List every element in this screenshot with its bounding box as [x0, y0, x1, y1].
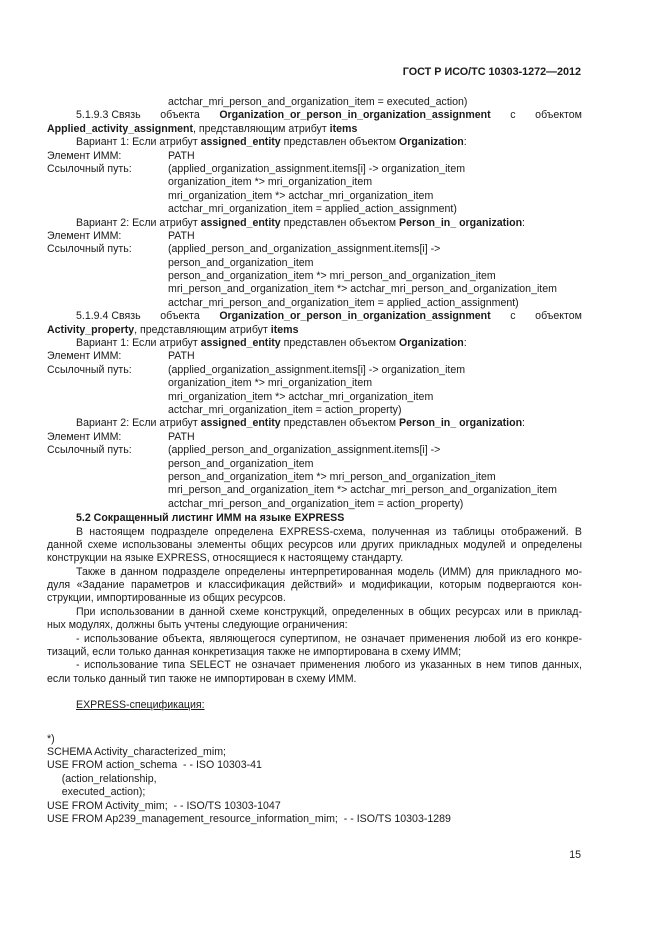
path-line: person_and_organization_item *> mri_person_and_organization_item	[168, 270, 496, 283]
element-imm-row: Элемент ИММ: PATH	[47, 350, 195, 363]
element-imm-row: Элемент ИММ: PATH	[47, 229, 195, 242]
paragraph-line: Также в данном подразделе определены интерпретированная модель (ИММ) для прикладного мо-	[76, 565, 582, 578]
clause-5-1-9-4-line1: 5.1.9.4 Связь объекта Organization_or_person_in_organization_assignment с объектом	[76, 310, 582, 323]
path-line: mri_person_and_organization_item *> actchar_mri_person_and_organization_item	[168, 283, 557, 296]
page-number: 15	[569, 849, 581, 861]
reference-path-row: Ссылочный путь: (applied_person_and_organization_assignment.items[i] ->	[47, 444, 441, 457]
path-line: person_and_organization_item	[168, 457, 314, 470]
code-line: (action_relationship,	[47, 772, 157, 785]
paragraph-line: конструкции на языке EXPRESS, относящиеся к настоящему стандарту.	[47, 552, 404, 565]
variant-1-heading: Вариант 1: Если атрибут assigned_entity представлен объектом Organization:	[76, 136, 467, 149]
code-line: executed_action);	[47, 786, 146, 799]
path-line: actchar_mri_organization_item = action_property)	[168, 403, 402, 416]
variant-2-heading: Вариант 2: Если атрибут assigned_entity представлен объектом Person_in_ organization:	[76, 216, 525, 229]
path-line: actchar_mri_person_and_organization_item = applied_action_assignment)	[168, 296, 519, 309]
clause-5-1-9-3-line2: Applied_activity_assignment, представляющим атрибут items	[47, 122, 358, 135]
element-imm-row: Элемент ИММ: PATH	[47, 149, 195, 162]
variant-1-heading: Вариант 1: Если атрибут assigned_entity представлен объектом Organization:	[76, 337, 467, 350]
mapping-path-line: actchar_mri_person_and_organization_item = executed_action)	[168, 96, 468, 108]
code-line	[47, 826, 582, 839]
paragraph-line: При использовании в данной схеме конструкций, определенных в общих ресурсах или в приклад-	[76, 605, 582, 618]
code-line: USE FROM Ap239_management_resource_information_mim; - - ISO/TS 10303-1289	[47, 812, 451, 825]
list-item-line: тизаций, если только данная конкретизация также не импортирована в схему ИММ;	[47, 646, 462, 659]
paragraph-line: В настоящем подразделе определена EXPRESS-схема, полученная из таблицы отображений. В	[76, 525, 582, 538]
path-line: actchar_mri_organization_item = applied_action_assignment)	[168, 203, 457, 216]
clause-5-1-9-3-line1: 5.1.9.3 Связь объекта Organization_or_person_in_organization_assignment с объектом	[76, 109, 582, 122]
element-imm-row: Элемент ИММ: PATH	[47, 430, 195, 443]
standard-header: ГОСТ Р ИСО/ТС 10303-1272—2012	[402, 66, 581, 78]
path-line: mri_person_and_organization_item *> actchar_mri_person_and_organization_item	[168, 484, 557, 497]
paragraph-line: данной схеме использованы элементы общих ресурсов или других прикладных модулей и определены	[47, 538, 582, 551]
section-5-2-heading: 5.2 Сокращенный листинг ИММ на языке EXPRESS	[76, 512, 345, 525]
paragraph-line: ных модулях, должны быть учтены следующие ограничения:	[47, 619, 348, 632]
paragraph-line: струкции, импортированные из общих ресурсов.	[47, 592, 286, 605]
page-content	[47, 96, 582, 840]
reference-path-row: Ссылочный путь: (applied_organization_assignment.items[i] -> organization_item	[47, 363, 466, 376]
path-line: actchar_mri_person_and_organization_item = action_property)	[168, 497, 464, 510]
path-line: organization_item *> mri_organization_item	[168, 377, 373, 390]
paragraph-line: дуля «Задание параметров и классификация действий» и модификации, которым подвергаются кон-	[47, 579, 582, 592]
path-line: person_and_organization_item	[168, 256, 314, 269]
code-line: *)	[47, 732, 55, 745]
reference-path-row: Ссылочный путь: (applied_person_and_organization_assignment.items[i] ->	[47, 243, 441, 256]
path-line: mri_organization_item *> actchar_mri_organization_item	[168, 390, 434, 403]
code-line: SCHEMA Activity_characterized_mim;	[47, 745, 226, 758]
variant-2-heading: Вариант 2: Если атрибут assigned_entity представлен объектом Person_in_ organization:	[76, 417, 525, 430]
path-line: mri_organization_item *> actchar_mri_organization_item	[168, 189, 434, 202]
path-line: organization_item *> mri_organization_item	[168, 176, 373, 189]
list-item-line: - использование типа SELECT не означает применения любого из указанных в нем типов данных,	[76, 659, 582, 672]
express-spec-heading[interactable]: EXPRESS-спецификация:	[76, 699, 205, 712]
code-line: USE FROM Activity_mim; - - ISO/TS 10303-1047	[47, 799, 281, 812]
express-code-block	[47, 733, 582, 840]
code-line: USE FROM action_schema - - ISO 10303-41	[47, 759, 262, 772]
list-item-line: - использование объекта, являющегося супертипом, не означает применения любой из его конкре-	[76, 632, 582, 645]
list-item-line: если только данный тип также не импортирован в схему ИММ.	[47, 672, 357, 685]
clause-5-1-9-4-line2: Activity_property, представляющим атрибут items	[47, 323, 299, 336]
path-line: person_and_organization_item *> mri_person_and_organization_item	[168, 470, 496, 483]
reference-path-row: Ссылочный путь: (applied_organization_assignment.items[i] -> organization_item	[47, 162, 466, 175]
